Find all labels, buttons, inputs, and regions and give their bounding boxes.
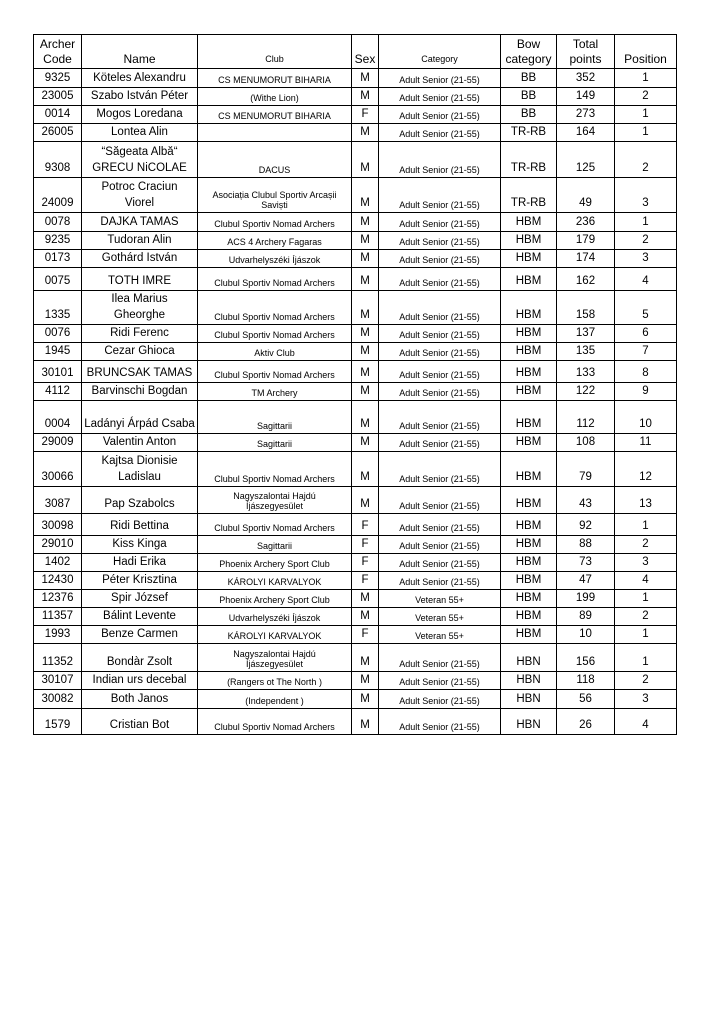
cell-club: CS MENUMORUT BIHARIA [198,69,352,88]
cell-name: Cristian Bot [82,709,198,735]
cell-bow-category: HBM [501,343,557,361]
cell-sex: M [352,69,379,88]
cell-category: Adult Senior (21-55) [379,250,501,268]
cell-category: Adult Senior (21-55) [379,452,501,487]
cell-category: Adult Senior (21-55) [379,383,501,401]
cell-total-points: 88 [557,536,615,554]
cell-position: 12 [615,452,677,487]
cell-club: Nagyszalontai Hajdú Íjászegyesület [198,487,352,514]
cell-club: Aktiv Club [198,343,352,361]
cell-category: Adult Senior (21-55) [379,709,501,735]
cell-position: 3 [615,178,677,213]
cell-position: 1 [615,644,677,672]
header-position: Position [615,35,677,69]
cell-position: 2 [615,672,677,690]
cell-total-points: 122 [557,383,615,401]
cell-sex: M [352,361,379,383]
header-category: Category [379,35,501,69]
cell-name: Mogos Loredana [82,106,198,124]
cell-bow-category: HBM [501,361,557,383]
cell-sex: F [352,626,379,644]
cell-sex: M [352,383,379,401]
table-row [34,709,677,735]
cell-name: Tudoran Alin [82,232,198,250]
cell-category: Adult Senior (21-55) [379,487,501,514]
cell-club: KÁROLYI KARVALYOK [198,572,352,590]
cell-position: 4 [615,572,677,590]
cell-club: CS MENUMORUT BIHARIA [198,106,352,124]
cell-position: 8 [615,361,677,383]
table-row [34,106,677,124]
cell-category: Adult Senior (21-55) [379,690,501,709]
table-row [34,434,677,452]
cell-category: Adult Senior (21-55) [379,361,501,383]
table-row [34,268,677,291]
cell-sex: F [352,554,379,572]
cell-archer-code: 9325 [34,69,82,88]
cell-club: Sagittarii [198,401,352,434]
cell-total-points: 133 [557,361,615,383]
cell-category: Adult Senior (21-55) [379,69,501,88]
cell-position: 2 [615,608,677,626]
cell-position: 1 [615,124,677,142]
cell-name: Spir József [82,590,198,608]
cell-name: Potroc Craciun Viorel [82,178,198,213]
table-row [34,291,677,325]
cell-total-points: 156 [557,644,615,672]
cell-category: Adult Senior (21-55) [379,536,501,554]
header-total-points: Total points [557,35,615,69]
cell-archer-code: 30066 [34,452,82,487]
cell-position: 9 [615,383,677,401]
cell-club: (Withe Lion) [198,88,352,106]
cell-club: Sagittarii [198,434,352,452]
cell-club: DACUS [198,142,352,178]
cell-sex: M [352,343,379,361]
cell-bow-category: HBN [501,690,557,709]
cell-sex: M [352,213,379,232]
cell-club: Clubul Sportiv Nomad Archers [198,291,352,325]
cell-total-points: 49 [557,178,615,213]
cell-category: Adult Senior (21-55) [379,213,501,232]
cell-sex: M [352,250,379,268]
cell-category: Adult Senior (21-55) [379,106,501,124]
header-row [34,35,677,69]
cell-name: Ridi Bettina [82,514,198,536]
cell-name: Cezar Ghioca [82,343,198,361]
cell-club: Nagyszalontai Hajdú Íjászegyesület [198,644,352,672]
table-row [34,554,677,572]
cell-club: Clubul Sportiv Nomad Archers [198,452,352,487]
cell-category: Adult Senior (21-55) [379,672,501,690]
cell-bow-category: HBM [501,514,557,536]
cell-sex: M [352,401,379,434]
cell-total-points: 352 [557,69,615,88]
cell-archer-code: 29009 [34,434,82,452]
cell-archer-code: 12430 [34,572,82,590]
cell-archer-code: 30107 [34,672,82,690]
cell-sex: M [352,325,379,343]
cell-name: TOTH IMRE [82,268,198,291]
table-row [34,383,677,401]
cell-archer-code: 1335 [34,291,82,325]
cell-position: 2 [615,88,677,106]
cell-club: Sagittarii [198,536,352,554]
cell-bow-category: TR-RB [501,178,557,213]
cell-bow-category: HBM [501,401,557,434]
cell-club: Clubul Sportiv Nomad Archers [198,514,352,536]
cell-sex: F [352,106,379,124]
cell-category: Adult Senior (21-55) [379,291,501,325]
cell-total-points: 26 [557,709,615,735]
cell-bow-category: HBM [501,434,557,452]
cell-category: Adult Senior (21-55) [379,572,501,590]
cell-club: Clubul Sportiv Nomad Archers [198,709,352,735]
cell-position: 6 [615,325,677,343]
cell-total-points: 108 [557,434,615,452]
cell-total-points: 158 [557,291,615,325]
cell-bow-category: HBM [501,383,557,401]
cell-category: Adult Senior (21-55) [379,325,501,343]
cell-archer-code: 0004 [34,401,82,434]
cell-archer-code: 0076 [34,325,82,343]
header-sex: Sex [352,35,379,69]
cell-name: Pap Szabolcs [82,487,198,514]
cell-club: Phoenix Archery Sport Club [198,554,352,572]
cell-total-points: 179 [557,232,615,250]
cell-sex: F [352,536,379,554]
cell-archer-code: 1402 [34,554,82,572]
cell-position: 11 [615,434,677,452]
cell-club: Clubul Sportiv Nomad Archers [198,325,352,343]
table-row [34,452,677,487]
cell-bow-category: TR-RB [501,142,557,178]
cell-bow-category: HBM [501,572,557,590]
cell-name: Szabo István Péter [82,88,198,106]
cell-total-points: 56 [557,690,615,709]
table-row [34,124,677,142]
cell-category: Veteran 55+ [379,626,501,644]
cell-sex: M [352,291,379,325]
cell-archer-code: 30098 [34,514,82,536]
cell-bow-category: HBM [501,590,557,608]
cell-name: Bálint Levente [82,608,198,626]
cell-bow-category: HBM [501,608,557,626]
cell-bow-category: HBM [501,213,557,232]
cell-position: 1 [615,106,677,124]
cell-position: 13 [615,487,677,514]
cell-total-points: 164 [557,124,615,142]
cell-club: Udvarhelyszéki Íjászok [198,250,352,268]
cell-total-points: 79 [557,452,615,487]
cell-category: Adult Senior (21-55) [379,232,501,250]
cell-name: Indian urs decebal [82,672,198,690]
cell-category: Adult Senior (21-55) [379,554,501,572]
cell-position: 10 [615,401,677,434]
cell-total-points: 43 [557,487,615,514]
cell-name: Lontea Alin [82,124,198,142]
cell-sex: M [352,178,379,213]
cell-category: Adult Senior (21-55) [379,88,501,106]
header-bow-category: Bow category [501,35,557,69]
cell-bow-category: BB [501,69,557,88]
cell-name: Gothárd István [82,250,198,268]
results-table [33,34,677,735]
cell-bow-category: HBN [501,644,557,672]
cell-name: Barvinschi Bogdan [82,383,198,401]
cell-position: 3 [615,250,677,268]
cell-sex: M [352,608,379,626]
cell-sex: M [352,487,379,514]
cell-bow-category: HBM [501,487,557,514]
header-archer-code: Archer Code [34,35,82,69]
cell-bow-category: HBN [501,709,557,735]
cell-name: Benze Carmen [82,626,198,644]
cell-total-points: 112 [557,401,615,434]
cell-sex: M [352,124,379,142]
cell-total-points: 135 [557,343,615,361]
cell-category: Adult Senior (21-55) [379,434,501,452]
cell-club: (Rangers ot The North ) [198,672,352,690]
cell-bow-category: HBN [501,672,557,690]
cell-category: Adult Senior (21-55) [379,124,501,142]
header-name: Name [82,35,198,69]
cell-sex: M [352,672,379,690]
cell-club: KÁROLYI KARVALYOK [198,626,352,644]
cell-position: 7 [615,343,677,361]
cell-position: 1 [615,590,677,608]
cell-bow-category: BB [501,88,557,106]
table-row [34,88,677,106]
cell-bow-category: TR-RB [501,124,557,142]
cell-club: (Independent ) [198,690,352,709]
cell-total-points: 73 [557,554,615,572]
table-row [34,325,677,343]
cell-archer-code: 0014 [34,106,82,124]
cell-name: Köteles Alexandru [82,69,198,88]
cell-name: Péter Krisztina [82,572,198,590]
table-row [34,590,677,608]
cell-total-points: 89 [557,608,615,626]
cell-position: 4 [615,268,677,291]
cell-sex: M [352,142,379,178]
cell-position: 1 [615,69,677,88]
cell-bow-category: HBM [501,554,557,572]
cell-sex: M [352,644,379,672]
table-row [34,514,677,536]
cell-bow-category: HBM [501,325,557,343]
cell-name: Kiss Kinga [82,536,198,554]
cell-archer-code: 4112 [34,383,82,401]
cell-bow-category: HBM [501,232,557,250]
cell-name: “Săgeata Albă“ GRECU NiCOLAE [82,142,198,178]
cell-name: DAJKA TAMAS [82,213,198,232]
cell-category: Adult Senior (21-55) [379,343,501,361]
cell-sex: M [352,690,379,709]
cell-archer-code: 26005 [34,124,82,142]
cell-position: 2 [615,536,677,554]
table-row [34,361,677,383]
table-row [34,232,677,250]
cell-archer-code: 0075 [34,268,82,291]
cell-name: Kajtsa Dionisie Ladislau [82,452,198,487]
cell-name: Both Janos [82,690,198,709]
cell-archer-code: 0078 [34,213,82,232]
cell-archer-code: 23005 [34,88,82,106]
table-row [34,644,677,672]
cell-archer-code: 30101 [34,361,82,383]
cell-club [198,124,352,142]
cell-name: Ridi Ferenc [82,325,198,343]
cell-club: Clubul Sportiv Nomad Archers [198,361,352,383]
table-row [34,213,677,232]
cell-category: Adult Senior (21-55) [379,178,501,213]
cell-name: Ilea Marius Gheorghe [82,291,198,325]
table-row [34,672,677,690]
cell-position: 2 [615,232,677,250]
cell-bow-category: HBM [501,250,557,268]
cell-total-points: 10 [557,626,615,644]
cell-category: Adult Senior (21-55) [379,142,501,178]
cell-category: Adult Senior (21-55) [379,514,501,536]
table-row [34,487,677,514]
cell-archer-code: 9235 [34,232,82,250]
cell-position: 2 [615,142,677,178]
cell-position: 4 [615,709,677,735]
table-row [34,142,677,178]
cell-archer-code: 9308 [34,142,82,178]
cell-sex: F [352,572,379,590]
cell-total-points: 174 [557,250,615,268]
cell-total-points: 273 [557,106,615,124]
cell-archer-code: 11352 [34,644,82,672]
cell-category: Adult Senior (21-55) [379,401,501,434]
cell-bow-category: HBM [501,626,557,644]
table-row [34,178,677,213]
cell-name: Ladányi Árpád Csaba [82,401,198,434]
cell-total-points: 137 [557,325,615,343]
cell-category: Adult Senior (21-55) [379,644,501,672]
cell-category: Veteran 55+ [379,590,501,608]
cell-name: Bondàr Zsolt [82,644,198,672]
table-row [34,250,677,268]
cell-archer-code: 29010 [34,536,82,554]
table-row [34,343,677,361]
table-row [34,536,677,554]
cell-total-points: 92 [557,514,615,536]
cell-total-points: 125 [557,142,615,178]
header-club: Club [198,35,352,69]
cell-sex: M [352,232,379,250]
cell-bow-category: HBM [501,452,557,487]
cell-archer-code: 3087 [34,487,82,514]
cell-sex: M [352,88,379,106]
cell-club: Phoenix Archery Sport Club [198,590,352,608]
cell-bow-category: HBM [501,536,557,554]
cell-position: 5 [615,291,677,325]
table-body [34,69,677,735]
cell-archer-code: 1579 [34,709,82,735]
cell-total-points: 162 [557,268,615,291]
cell-position: 1 [615,626,677,644]
cell-sex: M [352,709,379,735]
cell-position: 3 [615,554,677,572]
cell-bow-category: HBM [501,291,557,325]
cell-name: Valentin Anton [82,434,198,452]
cell-position: 3 [615,690,677,709]
cell-archer-code: 11357 [34,608,82,626]
cell-archer-code: 1993 [34,626,82,644]
cell-sex: M [352,434,379,452]
cell-club: Clubul Sportiv Nomad Archers [198,213,352,232]
cell-sex: M [352,452,379,487]
cell-total-points: 149 [557,88,615,106]
cell-club: Udvarhelyszéki Íjászok [198,608,352,626]
table-row [34,69,677,88]
cell-sex: F [352,514,379,536]
cell-sex: M [352,590,379,608]
table-row [34,626,677,644]
cell-bow-category: HBM [501,268,557,291]
cell-position: 1 [615,213,677,232]
cell-total-points: 236 [557,213,615,232]
cell-archer-code: 30082 [34,690,82,709]
cell-total-points: 118 [557,672,615,690]
cell-total-points: 199 [557,590,615,608]
cell-category: Adult Senior (21-55) [379,268,501,291]
cell-club: Clubul Sportiv Nomad Archers [198,268,352,291]
cell-name: BRUNCSAK TAMAS [82,361,198,383]
cell-archer-code: 1945 [34,343,82,361]
cell-club: Asociația Clubul Sportiv Arcașii Saviști [198,178,352,213]
cell-sex: M [352,268,379,291]
table-row [34,401,677,434]
table-row [34,690,677,709]
cell-club: TM Archery [198,383,352,401]
cell-name: Hadi Erika [82,554,198,572]
cell-club: ACS 4 Archery Fagaras [198,232,352,250]
cell-position: 1 [615,514,677,536]
cell-archer-code: 12376 [34,590,82,608]
cell-category: Veteran 55+ [379,608,501,626]
cell-archer-code: 0173 [34,250,82,268]
cell-bow-category: BB [501,106,557,124]
cell-total-points: 47 [557,572,615,590]
cell-archer-code: 24009 [34,178,82,213]
table-row [34,608,677,626]
table-row [34,572,677,590]
